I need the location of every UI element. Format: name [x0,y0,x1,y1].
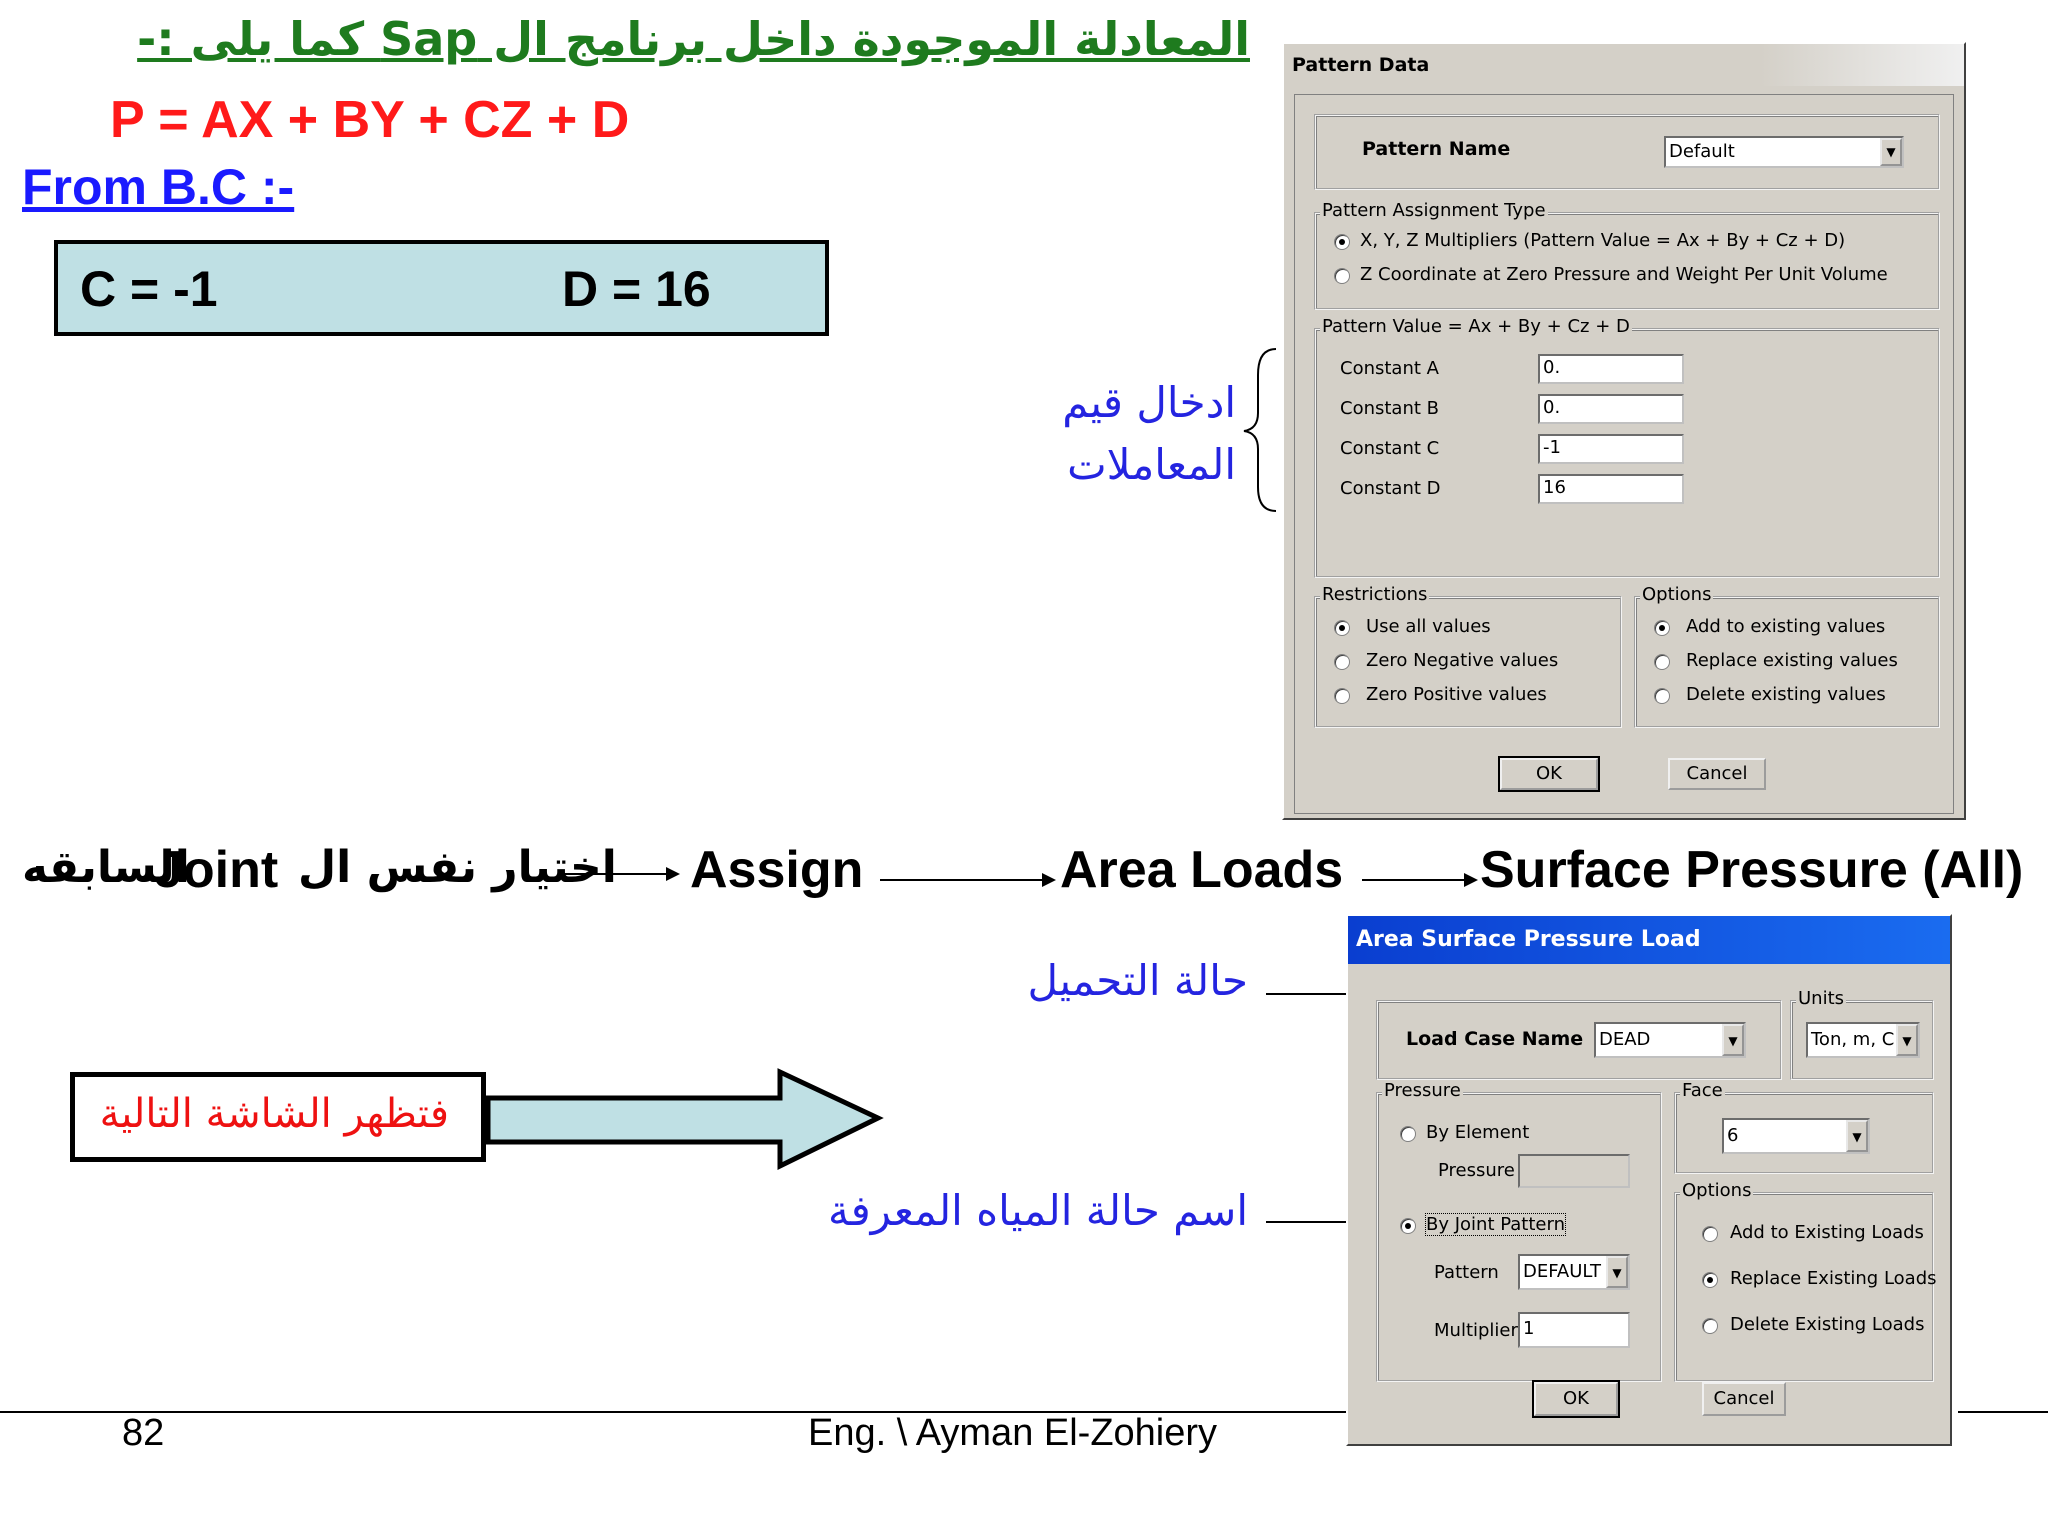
radio-by-joint-pattern[interactable] [1400,1218,1416,1234]
pattern-name-label: Pattern Name [1362,138,1511,160]
face-label: Face [1682,1080,1723,1101]
option-replace-existing: Replace existing values [1686,650,1898,671]
option-by-joint-pattern: By Joint Pattern [1426,1214,1565,1235]
flow-step1-arabic-right: اختيار نفس ال [298,842,617,893]
option-delete-existing-loads: Delete Existing Loads [1730,1314,1925,1335]
chevron-down-icon[interactable]: ▼ [1606,1256,1628,1288]
radio-zero-positive[interactable] [1334,688,1350,704]
load-case-group [1376,1000,1782,1080]
bc-values-box [54,240,829,336]
pressure-equation: P = AX + BY + CZ + D [110,91,630,149]
option-use-all-values: Use all values [1366,616,1491,637]
area-pressure-dialog [1346,914,1952,1446]
d-value: D = 16 [562,261,711,317]
constant-a-label: Constant A [1340,358,1439,379]
radio-by-element[interactable] [1400,1126,1416,1142]
c-value: C = -1 [80,261,218,317]
radio-xyz-multipliers[interactable] [1334,234,1350,250]
ok-button[interactable]: OK [1534,1382,1618,1416]
cancel-button[interactable]: Cancel [1702,1382,1786,1416]
load-options-group [1674,1180,1937,1382]
arrow-right-icon [562,862,682,886]
load-case-value: DEAD [1599,1029,1651,1050]
pattern-value: DEFAULT [1523,1261,1601,1282]
arrow-right-icon [878,868,1058,892]
pattern-name-group [1314,114,1940,190]
boundary-conditions-heading: From B.C :- [22,159,295,215]
radio-zero-negative[interactable] [1334,654,1350,670]
restrictions-label: Restrictions [1322,584,1428,605]
option-zero-negative: Zero Negative values [1366,650,1559,671]
units-select[interactable] [1806,1022,1920,1058]
slide-title: المعادلة الموجودة داخل برنامج ال Sap كما يلى :- [137,12,1250,66]
flow-step1-arabic-left: السابقه [22,842,190,893]
chevron-down-icon[interactable]: ▼ [1846,1120,1868,1152]
option-add-existing-loads: Add to Existing Loads [1730,1222,1924,1243]
radio-z-coordinate[interactable] [1334,268,1350,284]
dialog-title: Area Surface Pressure Load [1348,916,1950,964]
option-replace-existing-loads: Replace Existing Loads [1730,1268,1937,1289]
radio-replace-existing-loads[interactable] [1702,1272,1718,1288]
annotation-load-case: حالة التحميل [1027,956,1248,1005]
arrow-right-icon [1360,868,1480,892]
option-add-existing: Add to existing values [1686,616,1886,637]
constant-c-label: Constant C [1340,438,1440,459]
pattern-label: Pattern [1434,1262,1499,1283]
curly-brace-icon [1240,345,1280,515]
pressure-input[interactable] [1518,1154,1630,1188]
next-screen-text: فتظهر الشاشة التالية [99,1091,449,1137]
units-group [1790,988,1934,1080]
pattern-name-select[interactable] [1664,136,1904,168]
constant-d-label: Constant D [1340,478,1441,499]
load-case-select[interactable] [1594,1022,1746,1058]
pressure-group [1376,1080,1662,1382]
radio-delete-existing-loads[interactable] [1702,1318,1718,1334]
flow-step2-assign: Assign [690,841,864,899]
chevron-down-icon[interactable]: ▼ [1896,1024,1918,1056]
pattern-data-dialog [1282,42,1966,820]
pattern-value-label: Pattern Value = Ax + By + Cz + D [1322,316,1630,337]
flow-step3-area-loads: Area Loads [1060,841,1344,899]
pattern-value-group [1314,316,1940,578]
options-group [1634,584,1940,728]
constant-b-input[interactable]: 0. [1538,394,1684,424]
dialog-title: Pattern Data [1284,44,1964,86]
page-number: 82 [122,1412,165,1454]
multiplier-label: Multiplier [1434,1320,1518,1341]
pattern-name-value: Default [1669,141,1735,162]
units-value: Ton, m, C [1811,1029,1895,1050]
option-zero-positive: Zero Positive values [1366,684,1547,705]
option-xyz-multipliers: X, Y, Z Multipliers (Pattern Value = Ax + By + Cz + D) [1360,230,1846,251]
face-value: 6 [1727,1125,1739,1146]
next-screen-box [70,1072,486,1162]
load-options-label: Options [1682,1180,1752,1201]
load-case-label: Load Case Name [1406,1028,1584,1050]
author-name: Eng. \ Ayman El-Zohiery [808,1412,1218,1454]
option-by-element: By Element [1426,1122,1530,1143]
face-group [1674,1080,1934,1174]
flow-step1-joint: Joint [154,841,279,899]
cancel-button[interactable]: Cancel [1668,758,1766,790]
units-label: Units [1798,988,1845,1009]
constant-a-input[interactable]: 0. [1538,354,1684,384]
pressure-label: Pressure [1438,1160,1515,1181]
pressure-group-label: Pressure [1384,1080,1461,1101]
annotation-enter-coefficients-2: المعاملات [1067,440,1236,489]
pattern-select[interactable] [1518,1254,1630,1290]
multiplier-input[interactable]: 1 [1518,1312,1630,1348]
footer-divider [1958,1411,2048,1413]
radio-add-existing-loads[interactable] [1702,1226,1718,1242]
radio-add-existing[interactable] [1654,620,1670,636]
options-label: Options [1642,584,1712,605]
radio-use-all-values[interactable] [1334,620,1350,636]
big-arrow-right-icon [484,1066,884,1176]
restrictions-group [1314,584,1622,728]
annotation-enter-coefficients-1: ادخال قيم [1062,378,1236,427]
chevron-down-icon[interactable]: ▼ [1722,1024,1744,1056]
ok-button[interactable]: OK [1500,758,1598,790]
constant-d-input[interactable]: 16 [1538,474,1684,504]
chevron-down-icon[interactable]: ▼ [1880,138,1902,166]
constant-c-input[interactable]: -1 [1538,434,1684,464]
flow-step4-surface-pressure: Surface Pressure (All) [1480,841,2024,899]
face-select[interactable] [1722,1118,1870,1154]
option-delete-existing: Delete existing values [1686,684,1886,705]
pattern-assignment-label: Pattern Assignment Type [1322,200,1546,221]
option-z-coordinate: Z Coordinate at Zero Pressure and Weight Per Unit Volume [1360,264,1888,285]
radio-replace-existing[interactable] [1654,654,1670,670]
radio-delete-existing[interactable] [1654,688,1670,704]
constant-b-label: Constant B [1340,398,1439,419]
pattern-assignment-group [1314,200,1940,310]
annotation-water-case-name: اسم حالة المياه المعرفة [828,1186,1248,1235]
